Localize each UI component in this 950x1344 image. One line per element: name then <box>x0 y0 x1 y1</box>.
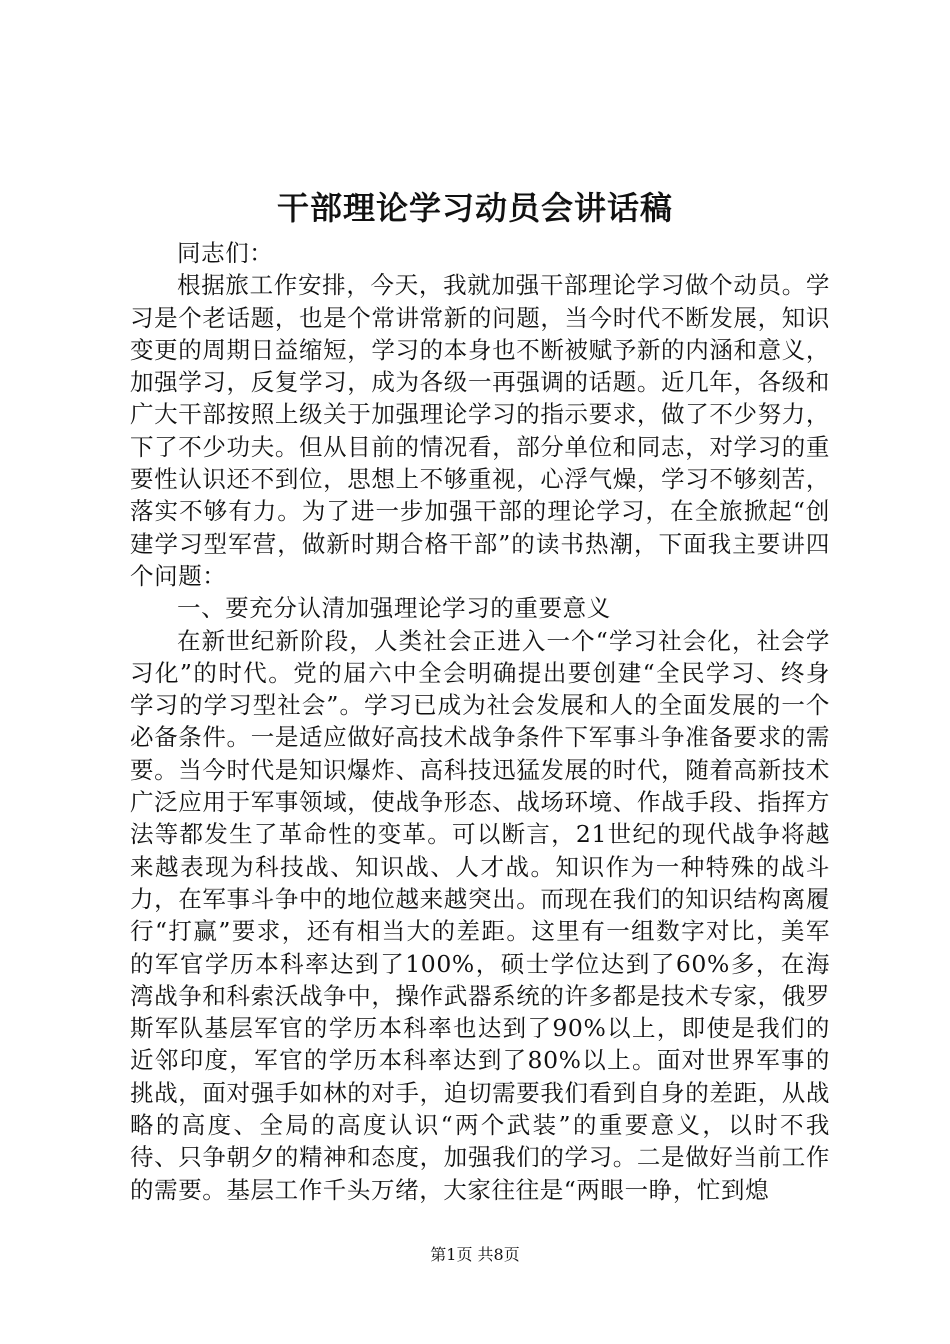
body-paragraph: 在新世纪新阶段，人类社会正进入一个“学习社会化，社会学习化”的时代。党的届六中全会明确提出要创建“全民学习、终身学习的学习型社会”。学习已成为社会发展和人的全面发展的一个必备条件。一是适应做好高技术战争条件下军事斗争准备要求的需要。当今时代是知识爆炸、高科技迅猛发展的时代，随着高新技术广泛应用于军事领域，使战争形态、战场环境、作战手段、指挥方法等都发生了革命性的变革。可以断言，21世纪的现代战争将越来越表现为科技战、知识战、人才战。知识作为一种特殊的战斗力，在军事斗争中的地位越来越突出。而现在我们的知识结构离履行“打赢”要求，还有相当大的差距。这里有一组数字对比，美军的军官学历本科率达到了100%，硕士学位达到了60%多，在海湾战争和科索沃战争中，操作武器系统的许多都是技术专家，俄罗斯军队基层军官的学历本科率也达到了90%以上，即使是我们的近邻印度，军官的学历本科率达到了80%以上。面对世界军事的挑战，面对强手如林的对手，迫切需要我们看到自身的差距，从战略的高度、全局的高度认识“两个武装”的重要意义，以时不我待、只争朝夕的精神和态度，加强我们的学习。二是做好当前工作的需要。基层工作千头万绪，大家往往是“两眼一睁，忙到熄 <box>130 626 830 1204</box>
document-body <box>130 237 830 1206</box>
intro-paragraph: 根据旅工作安排，今天，我就加强干部理论学习做个动员。学习是个老话题，也是个常讲常新的问题，当今时代不断发展，知识变更的周期日益缩短，学习的本身也不断被赋予新的内涵和意义，加强学习，反复学习，成为各级一再强调的话题。近几年，各级和广大干部按照上级关于加强理论学习的指示要求，做了不少努力，下了不少功夫。但从目前的情况看，部分单位和同志，对学习的重要性认识还不到位，思想上不够重视，心浮气燥，学习不够刻苦，落实不够有力。为了进一步加强干部的理论学习，在全旅掀起“创建学习型军营，做新时期合格干部”的读书热潮，下面我主要讲四个问题： <box>130 271 830 590</box>
section-heading: 一、要充分认清加强理论学习的重要意义 <box>177 594 611 623</box>
salutation: 同志们： <box>177 239 274 267</box>
page-footer: 第1页 共8页 <box>430 1245 520 1264</box>
document-title: 干部理论学习动员会讲话稿 <box>276 189 673 227</box>
